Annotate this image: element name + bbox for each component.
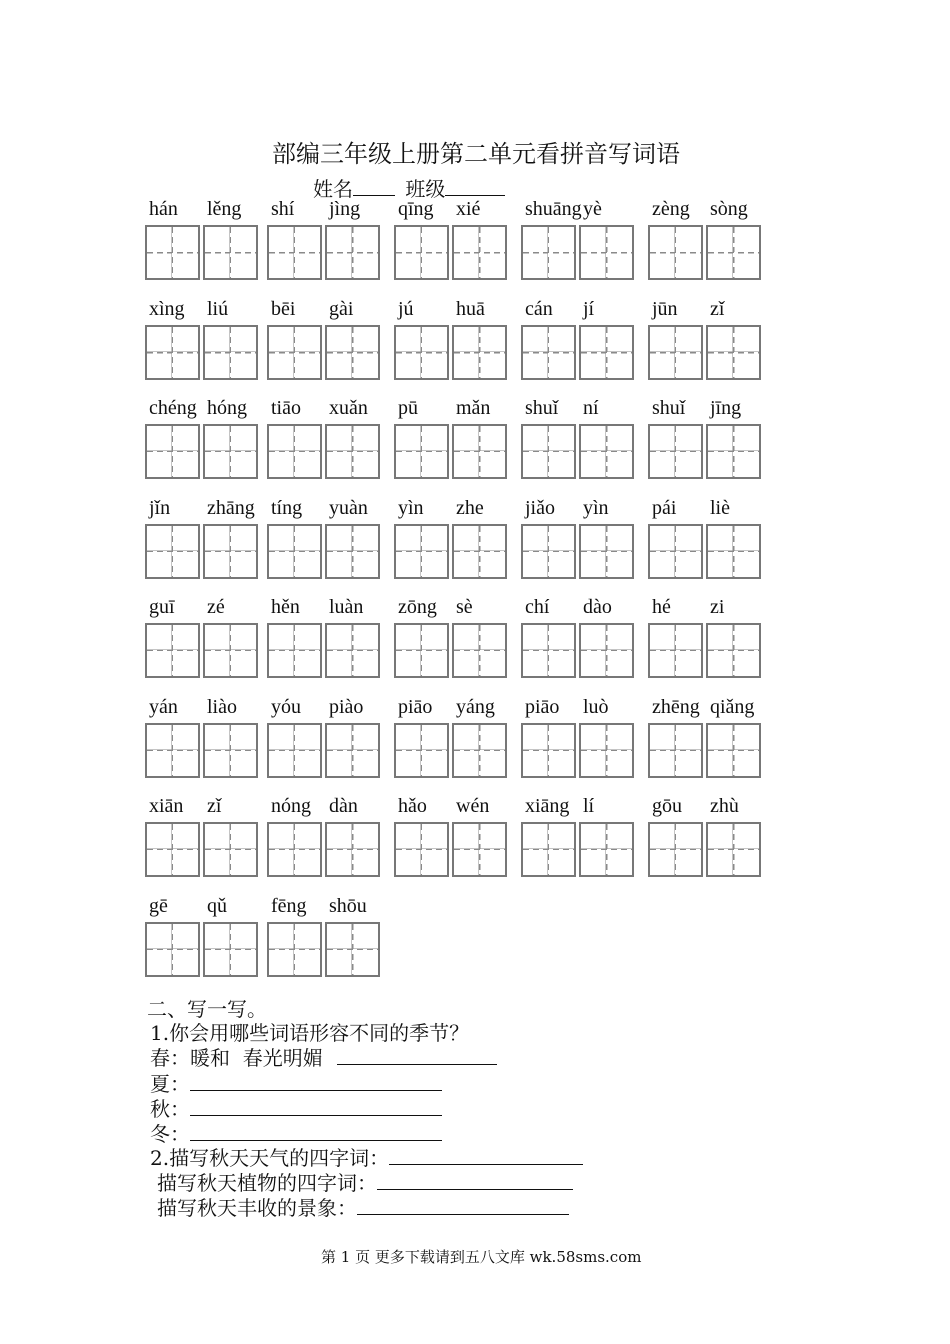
pinyin-syllable: gē <box>149 895 168 917</box>
pinyin-syllable: yìn <box>398 497 424 519</box>
pinyin-syllable: zōng <box>398 596 437 618</box>
writing-box[interactable] <box>706 424 761 479</box>
pinyin-syllable: liú <box>207 298 229 320</box>
pinyin-syllable: dàn <box>329 795 358 817</box>
writing-box[interactable] <box>203 325 258 380</box>
writing-box[interactable] <box>203 922 258 977</box>
writing-box[interactable] <box>145 325 200 380</box>
pinyin-syllable: zhēng <box>652 696 700 718</box>
pinyin-syllable: piāo <box>398 696 433 718</box>
pinyin-syllable: sè <box>456 596 473 618</box>
writing-box[interactable] <box>267 325 322 380</box>
name-label: 姓名 <box>313 177 353 201</box>
pinyin-syllable: liè <box>710 497 730 519</box>
writing-box[interactable] <box>325 424 380 479</box>
writing-box[interactable] <box>325 325 380 380</box>
autumn-line <box>150 1097 442 1121</box>
question-2c-line <box>157 1196 569 1220</box>
writing-box[interactable] <box>706 225 761 280</box>
pinyin-syllable: jiǎo <box>525 497 555 519</box>
writing-box[interactable] <box>145 822 200 877</box>
pinyin-syllable: piào <box>329 696 364 718</box>
writing-box[interactable] <box>579 723 634 778</box>
writing-box[interactable] <box>452 822 507 877</box>
writing-box[interactable] <box>452 225 507 280</box>
pinyin-syllable: pū <box>398 397 418 419</box>
pinyin-syllable: lí <box>583 795 595 817</box>
writing-box[interactable] <box>648 524 703 579</box>
writing-box[interactable] <box>203 524 258 579</box>
autumn-answer-line[interactable] <box>190 1097 442 1116</box>
pinyin-syllable: yè <box>583 198 602 220</box>
pinyin-syllable: gōu <box>652 795 682 817</box>
pinyin-syllable: hán <box>149 198 178 220</box>
pinyin-syllable: tíng <box>271 497 303 519</box>
pinyin-syllable: gài <box>329 298 354 320</box>
page-title: 部编三年级上册第二单元看拼音写词语 <box>272 140 680 168</box>
writing-box[interactable] <box>579 623 634 678</box>
writing-box[interactable] <box>325 623 380 678</box>
pinyin-syllable: guī <box>149 596 175 618</box>
writing-box[interactable] <box>579 524 634 579</box>
writing-box[interactable] <box>579 325 634 380</box>
summer-answer-line[interactable] <box>190 1072 442 1091</box>
pinyin-syllable: zǐ <box>207 795 222 817</box>
pinyin-syllable: xìng <box>149 298 185 320</box>
writing-box[interactable] <box>648 723 703 778</box>
pinyin-syllable: jīng <box>710 397 742 419</box>
pinyin-syllable: qīng <box>398 198 434 220</box>
writing-box[interactable] <box>521 524 576 579</box>
spring-answer-line[interactable] <box>337 1046 497 1065</box>
question-2b-line <box>157 1171 573 1195</box>
pinyin-syllable: luò <box>583 696 609 718</box>
pinyin-syllable: chéng <box>149 397 197 419</box>
page-footer: 第 1 页 更多下载请到五八文库 wk.58sms.com <box>321 1248 642 1266</box>
writing-box[interactable] <box>706 723 761 778</box>
writing-box[interactable] <box>267 225 322 280</box>
pinyin-syllable: cán <box>525 298 553 320</box>
writing-box[interactable] <box>521 822 576 877</box>
autumn-label: 秋： <box>150 1097 190 1121</box>
writing-box[interactable] <box>267 524 322 579</box>
q2a-answer-line[interactable] <box>389 1146 583 1165</box>
writing-box[interactable] <box>394 325 449 380</box>
writing-box[interactable] <box>648 325 703 380</box>
pinyin-syllable: pái <box>652 497 677 519</box>
pinyin-syllable: zi <box>710 596 725 618</box>
writing-box[interactable] <box>521 424 576 479</box>
writing-box[interactable] <box>203 225 258 280</box>
writing-box[interactable] <box>452 723 507 778</box>
pinyin-syllable: xié <box>456 198 481 220</box>
pinyin-syllable: liào <box>207 696 237 718</box>
question-2b: 描写秋天植物的四字词： <box>157 1171 377 1195</box>
writing-box[interactable] <box>521 623 576 678</box>
pinyin-syllable: hé <box>652 596 671 618</box>
pinyin-syllable: tiāo <box>271 397 301 419</box>
pinyin-syllable: mǎn <box>456 397 491 419</box>
writing-box[interactable] <box>203 424 258 479</box>
writing-box[interactable] <box>325 922 380 977</box>
writing-box[interactable] <box>267 822 322 877</box>
pinyin-syllable: shuǐ <box>525 397 559 419</box>
writing-box[interactable] <box>648 225 703 280</box>
writing-box[interactable] <box>648 424 703 479</box>
pinyin-syllable: bēi <box>271 298 296 320</box>
name-field[interactable] <box>353 177 395 196</box>
writing-box[interactable] <box>579 225 634 280</box>
pinyin-syllable: sòng <box>710 198 748 220</box>
writing-box[interactable] <box>706 325 761 380</box>
pinyin-syllable: shí <box>271 198 295 220</box>
pinyin-syllable: hěn <box>271 596 300 618</box>
pinyin-syllable: nóng <box>271 795 311 817</box>
writing-box[interactable] <box>579 424 634 479</box>
pinyin-syllable: qǔ <box>207 895 227 917</box>
writing-box[interactable] <box>579 822 634 877</box>
writing-box[interactable] <box>706 623 761 678</box>
summer-line <box>150 1072 442 1096</box>
pinyin-syllable: lěng <box>207 198 242 220</box>
writing-box[interactable] <box>452 623 507 678</box>
winter-answer-line[interactable] <box>190 1122 442 1141</box>
pinyin-syllable: dào <box>583 596 612 618</box>
writing-box[interactable] <box>325 524 380 579</box>
question-2a: 2.描写秋天天气的四字词： <box>150 1146 390 1170</box>
pinyin-syllable: zǐ <box>710 298 725 320</box>
section-2-heading: 二、写一写。 <box>147 997 267 1021</box>
pinyin-syllable: shuāng <box>525 198 582 220</box>
question-2a-line <box>150 1146 583 1170</box>
summer-label: 夏： <box>150 1072 190 1096</box>
writing-box[interactable] <box>145 524 200 579</box>
writing-box[interactable] <box>706 822 761 877</box>
pinyin-syllable: yóu <box>271 696 301 718</box>
writing-box[interactable] <box>394 623 449 678</box>
writing-box[interactable] <box>145 723 200 778</box>
writing-box[interactable] <box>394 723 449 778</box>
writing-box[interactable] <box>203 822 258 877</box>
writing-box[interactable] <box>145 424 200 479</box>
pinyin-syllable: yuàn <box>329 497 368 519</box>
writing-box[interactable] <box>203 723 258 778</box>
pinyin-syllable: jūn <box>652 298 678 320</box>
writing-box[interactable] <box>452 325 507 380</box>
pinyin-syllable: xuǎn <box>329 397 368 419</box>
winter-label: 冬： <box>150 1122 190 1146</box>
pinyin-syllable: xiān <box>149 795 184 817</box>
writing-box[interactable] <box>267 623 322 678</box>
writing-box[interactable] <box>325 723 380 778</box>
pinyin-syllable: wén <box>456 795 490 817</box>
pinyin-syllable: luàn <box>329 596 364 618</box>
writing-box[interactable] <box>394 225 449 280</box>
writing-box[interactable] <box>145 623 200 678</box>
writing-box[interactable] <box>521 225 576 280</box>
spring-label: 春： <box>150 1046 190 1070</box>
writing-box[interactable] <box>521 325 576 380</box>
pinyin-syllable: zhù <box>710 795 739 817</box>
pinyin-syllable: jǐn <box>149 497 171 519</box>
pinyin-syllable: yáng <box>456 696 495 718</box>
pinyin-syllable: hóng <box>207 397 247 419</box>
writing-box[interactable] <box>521 723 576 778</box>
pinyin-syllable: jìng <box>329 198 361 220</box>
writing-box[interactable] <box>325 225 380 280</box>
pinyin-syllable: shōu <box>329 895 367 917</box>
pinyin-syllable: jú <box>398 298 414 320</box>
writing-box[interactable] <box>452 424 507 479</box>
class-label: 班级 <box>405 177 446 201</box>
writing-box[interactable] <box>394 822 449 877</box>
pinyin-syllable: chí <box>525 596 550 618</box>
pinyin-syllable: piāo <box>525 696 560 718</box>
pinyin-syllable: yán <box>149 696 178 718</box>
writing-box[interactable] <box>452 524 507 579</box>
pinyin-syllable: zhe <box>456 497 484 519</box>
pinyin-syllable: zèng <box>652 198 690 220</box>
writing-box[interactable] <box>267 723 322 778</box>
spring-examples: 暖和 春光明媚 <box>190 1046 323 1070</box>
writing-box[interactable] <box>648 623 703 678</box>
q2c-answer-line[interactable] <box>357 1196 569 1215</box>
spring-line <box>150 1046 497 1070</box>
pinyin-syllable: hǎo <box>398 795 427 817</box>
q2b-answer-line[interactable] <box>377 1171 573 1190</box>
writing-box[interactable] <box>203 623 258 678</box>
pinyin-syllable: yìn <box>583 497 609 519</box>
question-1: 1.你会用哪些词语形容不同的季节？ <box>150 1021 470 1045</box>
pinyin-syllable: xiāng <box>525 795 570 817</box>
pinyin-syllable: jí <box>583 298 595 320</box>
writing-box[interactable] <box>394 424 449 479</box>
writing-box[interactable] <box>706 524 761 579</box>
writing-box[interactable] <box>648 822 703 877</box>
writing-box[interactable] <box>267 922 322 977</box>
pinyin-syllable: qiǎng <box>710 696 755 718</box>
class-field[interactable] <box>445 177 505 196</box>
pinyin-syllable: shuǐ <box>652 397 686 419</box>
question-2c: 描写秋天丰收的景象： <box>157 1196 357 1220</box>
writing-box[interactable] <box>145 922 200 977</box>
pinyin-syllable: zé <box>207 596 225 618</box>
pinyin-syllable: ní <box>583 397 599 419</box>
winter-line <box>150 1122 442 1146</box>
writing-box[interactable] <box>267 424 322 479</box>
writing-box[interactable] <box>325 822 380 877</box>
pinyin-syllable: huā <box>456 298 485 320</box>
pinyin-syllable: fēng <box>271 895 307 917</box>
writing-box[interactable] <box>394 524 449 579</box>
pinyin-syllable: zhāng <box>207 497 255 519</box>
writing-box[interactable] <box>145 225 200 280</box>
